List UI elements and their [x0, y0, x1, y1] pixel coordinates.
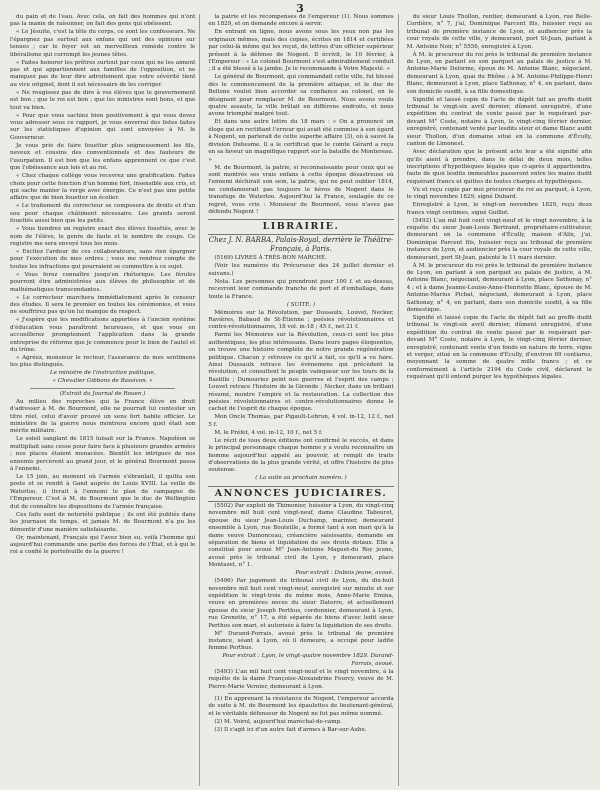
article-paragraph: Et dans une autre lettre du 18 mars : « On a prononcé un éloge qui en rectifiant l'erreur qui avait été commise à son égard à Nogent, un parlerait de cette superbe affaire (3), où à sauvé la division Duhesme. Il a le certificat que le comte Gérard a reçu en sa faveur un magnifique rapport sur la bataille de Montereau. » — [208, 119, 394, 163]
article-paragraph: « Faites honorer les prêtres surtout par ceux qui ne les aiment pas et qui appartiennent aux familles de l'opposition, et ne manquez pas de leur dire adroitement que votre sévérité tient au vice originel, dont il est nécessaire de les corriger. — [10, 59, 196, 88]
librairie-notice: Mémoires sur la Révolution, par Dussaulx, Louvet, Necker, Ravières, Babaud de St-Étienne ; poésies révolutionnaires et contre-révolutionnaires, 18 vol. in-18 ; 45 f., net 21 f. — [208, 309, 394, 331]
column-2 — [208, 14, 398, 786]
divider — [228, 693, 373, 694]
librairie-notice: Le récit de tous deux éditions ont confirmé le succès, et dans le principal personnage chaque homme y a voulu reconnaître un homme aujourd'hui appelé au pouvoir, et rempli de traits d'observations de la plus grande vérité, et offre l'histoire de plus soutenue. — [208, 437, 394, 474]
signature-line: Le ministre de l'instruction publique, — [49, 370, 156, 377]
librairie-address: Chez J. N. BARBA, Palais-Royal, derrière le Théâtre-Français, à Paris. — [208, 236, 394, 253]
columns — [10, 14, 592, 786]
article-paragraph: En entrant en ligne, nous avons sous les yeux non pas les originaux mêmes, mais des copies, écrites en 1814 et certifiées par celui-là même qui les reçut, de lettres d'un officier supérieur présent à la défense de Nogent. Il écrivit, le 10 février, à l'Empereur : « Le colonel Bourmont s'est admirablement conduit ; il a été blessé à la jambe. Je le recommande à Votre Majesté. » — [208, 29, 394, 73]
divider — [30, 388, 175, 389]
article-paragraph: « Excitez l'ardeur de ces collaborateurs, sans rien épargner pour l'exécution de mes ordres ; vous me rendrez compte de toutes les infractions qui pourraient se commettre à ce sujet. — [10, 248, 196, 270]
legal-paragraph: Avec déclaration que le présent acte leur a été signifié afin qu'ils aient à prendre, dans le délai de deux mois, telles inscriptions d'hypothèques légales que ci-après il appartiendra, faute de quoi lesdits immeubles passeront entre les mains dudit requérant francs et quittes de toutes charges et hypothèques. — [406, 149, 592, 185]
signature-line: « Chevalier Gibbons de Bassivon. » — [52, 378, 153, 385]
article-paragraph: Ces faits sont de notoriété publique ; ils ont été publiés dans les journaux du temps, et jamais M. de Bourmont n'a pu les démentir d'une manière satisfaisante. — [10, 511, 196, 533]
legal-paragraph: Signifié et laissé copie de l'acte de dépôt fait au greffe dudit tribunal le vingt-six avril dernier, dûment enregistré, d'une expédition du contrat de vente passé par le requérant par-devant M° Coste, notaire à Lyon, le vingt-cinq février dernier, enregistré, contenant vente d'un fonds en nature de terre, vigne et verger, situé en la commune d'Écully, d'environ 69 centiares, moyennant la somme de quatre mille francs ; et ce conformément à l'article 2194 du Code civil, déclarant le requérant qu'il entend purger les hypothèques légales. — [406, 315, 592, 381]
article-paragraph: (Extrait du Journal de Rouen.) — [59, 390, 146, 397]
article-paragraph: Je vous prie de faire fouetter plus soigneusement les fils, neveux et cousins des conventionnels et des fauteurs de l'usurpation. Il est bon que les enfans apprennent ce que c'est que l'obéissance aux lois et au roi. — [10, 142, 196, 172]
librairie-notice: ( SUITE. ) — [286, 301, 316, 308]
librairie-notice: Mon Oncle Thomas, par Pigault-Lebrun, 4 vol. in-12, 12 f., net 5 f. — [208, 414, 394, 428]
legal-paragraph: À M. le procureur du roi près le tribunal de première instance de Lyon, en parlant à son parquet au palais de justice, à M. Antoine Blanc, négociant, demeurant à Lyon, place Sathonay, n° 4 ; et à dame Jeanne-Louise-Anne-Henriette Blanc, épouse de M. Antoine-Marius Pichat, négociant, demeurant à Lyon, place Sathonay, n° 4, en parlant, dans son domicile susdit, à sa fille domestique. — [406, 262, 592, 313]
article-paragraph: « Pour que vous sachiez bien positivement à qui vous devez vous adresser sous ce rapport, je vous enverrai des listes faites sur les statistiques d'opinion qui sont envoyées à M. le Gouverneur. — [10, 112, 196, 141]
footnote: (1) En apprenant la résistance de Nogent, l'empereur accorda de suite à M. de Bourmont les épaulettes de lieutenant-général, et le véritable défenseur de Nogent ne fut pas même nommé. — [208, 696, 394, 717]
article-paragraph: « Ne rougissez pas de dire à vos élèves que le gouvernement est bon ; que le roi est bon ; que les ministres sont bons, et que tout va bien. — [10, 89, 196, 111]
legal-notice: Pour extrait : Lyon, le vingt-quatre novembre 1829. Durand-Forrais, avoué. — [222, 653, 394, 667]
footnote: (3) Il s'agit ici d'un autre fait d'armes à Bar-sur-Aube. — [214, 726, 367, 733]
legal-notice: M° Durand-Forrais, avoué près le tribunal de première instance, séant à Lyon, où il demeure, a occupé pour ladite femme Perthus. — [208, 630, 394, 652]
annonces-heading: ANNONCES JUDICIAIRES. — [208, 486, 393, 502]
article-paragraph: Au milieu des reproches qui la France élève en droit d'adresser à M. de Bourmont, elle ne pourrait lui contester un titre réel, celui d'avoir prouvé un sens fort habile officier. Le ministère de la guerre nous montrera encore quel était son mérite militaire. — [10, 398, 196, 435]
article-paragraph: M. de Bourmont, la patrie, si reconnaissante pour ceux qui se sont montrés ses vrais enfans à cette époque désastreuse où l'ennemi déchirait son sein, la patrie, qui ne peut oublier 1814, ne condamnerait pas toujours le héros de Nogent dans le transfuge de Waterloo. Aujourd'hui la France, soulagée de ce regret, vous crie : Monsieur de Bourmont, vous n'avez pas défendu Nogent ! — [208, 164, 394, 215]
column-3 — [407, 14, 592, 786]
librairie-notice: M. le Préfet, 4 vol. in-12, 10 f., net 5 f. — [214, 429, 323, 436]
librairie-notice: Parmi les Mémoires sur la Révolution, ceux-ci sont les plus authentiques, les plus intéressans. Dans leurs pages éloquentes, on trouve une histoire complète de notre grande régénération politique. Chacun y retrouve ce qu'il a fait, ce qu'il a vu faire. Ainsi Dussaulx retrace les évènemens qui précèdent la révolution, et consultent le peuple vainqueur sur les tours de la Bastille ; Dumouriez peint nos guerres et l'esprit des camps ; Louvet retrace l'histoire de la Gironde ; Necker, dans un brillant résumé, montre l'empire et la restauration. La collection des poésies révolutionnaires et contre-révolutionnaires donne le cachet de l'esprit de chaque époque. — [208, 332, 394, 413]
librairie-notice: ( La suite au prochain numéro. ) — [255, 475, 347, 482]
legal-paragraph: du sieur Louis Thollon, rentier, demeurant à Lyon, rue Belle-Cordière, n° 7, j'ai, Dominique Parcent fils, huissier reçu au tribunal de première instance de Lyon, et audiencier près la cour royale de cette ville, y demeurant, port St-Jean, parlant à M. Antoine Noir, n° 5556, enregistré à Lyon. — [406, 14, 592, 50]
page-number: 3 — [296, 2, 304, 15]
legal-notice: (5493) L'an mil huit cent vingt-neuf et le vingt novembre, à la requête de la dame Françoise-Alexandrine Fourcy, veuve de M. Pierre-Marie Vernier, demeurant à Lyon. — [208, 668, 394, 690]
librairie-notice: (5169) LIVRES À TRÈS-BON MARCHÉ. — [214, 255, 327, 262]
column-1 — [10, 14, 200, 786]
librairie-heading: LIBRAIRIE. — [208, 219, 393, 235]
article-paragraph: Or, maintenant, Français qui l'avez bien su, voilà l'homme qui aujourd'hui commande une partie des forces de l'État, et à qui le roi a confié le portefeuille de la guerre ! — [10, 534, 196, 556]
legal-notice: (5502) Par exploit de Thimonier, huissier à Lyon, du vingt-cinq novembre mil huit cent vingt-neuf, dame Claudine Tabouret, épouse du sieur Jean-Louis Duchamp, marinier, demeurant ensemble à Lyon, rue Bouteille, a formé tant à son mari qu'à la dame veuve Dumonceau, créancière saisissante, demande en séparation de biens et liquidation de ses droits dotaux. Elle a constitué pour avoué M° Jean-Antoine Maguet-du Roy jeune, avoué près le tribunal civil de Lyon, y demeurant, place Montazet, n° 1. — [208, 502, 394, 569]
article-paragraph: « Le Jésuite, c'est la tête du corps, ce sont les confesseurs. Ne l'épargnez pas surtout aux enfans qui ont des opinions sur tenues ; car le foyer est un merveilleux remède contre le libéralisme qui corrompt les jeunes têtes. — [10, 29, 196, 58]
article-paragraph: « Vous tiendrez un registre exact des élèves fouettés, avec le nom de l'élève, le genre de faute et le nombre de coups. Ce registre me sera envoyé tous les mois. — [10, 226, 196, 247]
footnote: (2) M. Voirol, aujourd'hui maréchal-de-camp. — [214, 718, 342, 725]
legal-paragraph: Signifié et laissé copie de l'acte de dépôt fait au greffe dudit tribunal le vingt-six avril dernier, dûment enregistré, d'une expédition du contrat de vente passé par le requérant par-devant M° Coste, notaire à Lyon, le vingt-cinq février dernier, enregistré, contenant vente par lesdits sieur et dame Blanc audit sieur Thollon, d'un domaine situé en la commune d'Écully, canton de Limonest. — [406, 96, 592, 148]
article-paragraph: Le 15 juin, au moment où l'armée s'ébranlait, il quitta son poste et se rendit à Gand auprès de Louis XVIII. La veille de Waterloo, il livrait à l'ennemi le plan de campagne de l'Empereur. C'est à M. de Bourmont que le duc de Wellington dut de connaître les dispositions de l'armée française. — [10, 474, 196, 510]
article-paragraph: « Agréez, monsieur le recteur, l'assurance de mes sentimens les plus distingués. — [10, 355, 196, 369]
legal-paragraph: Enregistré à Lyon, le vingt-un novembre 1829, reçu deux francs vingt centimes, signé Guillot. — [406, 202, 592, 216]
legal-paragraph: (5492) L'an mil huit cent vingt-neuf et le vingt novembre, à la requête du sieur Jean-Louis Bertrand, propriétaire-cultivateur, demeurant en la commune d'Écully, maison d'Alix, j'ai, Dominique Parcent fils, huissier reçu au tribunal de première instance de Lyon, et audiencier près la cour royale de cette ville, demeurant, port St-Jean, patenté le 11 mars dernier. — [406, 217, 592, 261]
legal-paragraph: À M. le procureur du roi près le tribunal de première instance de Lyon, en parlant en son parquet au palais de justice à M. Antoine-Marie Delorme, époux de M. Antoine Blanc, négociant, demeurant à Lyon, quai du Rhône ; à M. Antoine-Philippe-Henri Blanc, demeurant à Lyon, place Sathonay, n° 4, en parlant, dans son domicile susdit, à sa fille domestique. — [406, 51, 592, 95]
article-paragraph: Le soleil sanglant de 1815 luisait sur la France. Napoléon se multipliait sans cesse pour faire face à plusieurs grandes armées ; nos places étaient menacées. Bientôt les intrigues de nos ennemis percèrent au grand jour, et le général Bourmont passa à l'ennemi. — [10, 436, 196, 473]
article-paragraph: la patrie et les récompenses de l'empereur (1). Nous sommes en 1829, et on demande encore à servir. — [208, 14, 394, 28]
legal-notice: (5496) Par jugement du tribunal civil de Lyon, du dix-huit novembre mil huit cent vingt-neuf, enregistré sur minute et sur expédition le vingt-trois du même mois, Anne-Marie Emina, veuve en premières noces du sieur Daterre, et actuellement épouse du sieur Joseph Perthus, cordonnier, demeurant à Lyon, rue Grenette, n° 17, a été séparée de biens d'avec ledit sieur Perthus son mari, et autorisée à faire la liquidation de ses droits. — [208, 578, 394, 629]
legal-notice: Pour extrait : Dubois jeune, avoué. — [295, 570, 394, 577]
article-paragraph: « Le traitement du correcteur se composera de droits et d'un sou pour chaque châtiment nécessaire. Les grands seront fouettés aussi bien que les petits. — [10, 203, 196, 225]
legal-paragraph: Vu et reçu copie par moi procureur du roi au parquet, à Lyon, le vingt novembre 1829, signé Dubard. — [406, 186, 592, 201]
article-paragraph: du pain et de l'eau. Avec cela, on fait des hommes qui n'ont pas la manie de raisonner, on fait des gens qui obéissent. — [10, 14, 196, 28]
article-paragraph: « J'espère que les modifications apportées à l'ancien système d'éducation vous paraîtront heureuses, et que vous en accueillerez promptement l'application dans la grande entreprise de réforme que je commence pour le bien de l'autel et du trône. — [10, 317, 196, 353]
librairie-notice: (Voir les numéros du Précurseur des 24 juillet dernier et suivans.) — [208, 263, 394, 277]
librairie-notice: Nota. Les personnes qui prendront pour 100 f. et au-dessus, recevront leur commande franche de port et d'emballage, dans toute la France. — [208, 278, 394, 300]
article-paragraph: « Chez chaque collège vous recevrez une gratification. Faites choix pour cette fonction d'un homme fort, insensible aux cris, et qui sache manier la verge avec énergie. Ce n'est pas une petite affaire que de bien fouetter un écolier. — [10, 173, 196, 202]
article-paragraph: « Le correcteur marchera immédiatement après le censeur des études. Il sera le premier en toutes les cérémonies, et vous ne souffrirez pas qu'on lui manque de respect. — [10, 294, 196, 316]
article-paragraph: Le général de Bourmont, qui commandait cette ville, fut blessé dès le commencement de la première attaque, et le duc de Bellune voulut bien accorder sa confiance au colonel, en le désignant pour remplacer M. de Bourmont. Nous avons voulu quatre assauts, la ville brûlait en différens endroits, et nous avons triomphé malgré tout. — [208, 74, 394, 118]
article-paragraph: « Vous ferez connaître jusqu'en rhétorique. Les férules pourront être administrées aux élèves de philosophie et de mathématiques transcendantes. — [10, 271, 196, 293]
